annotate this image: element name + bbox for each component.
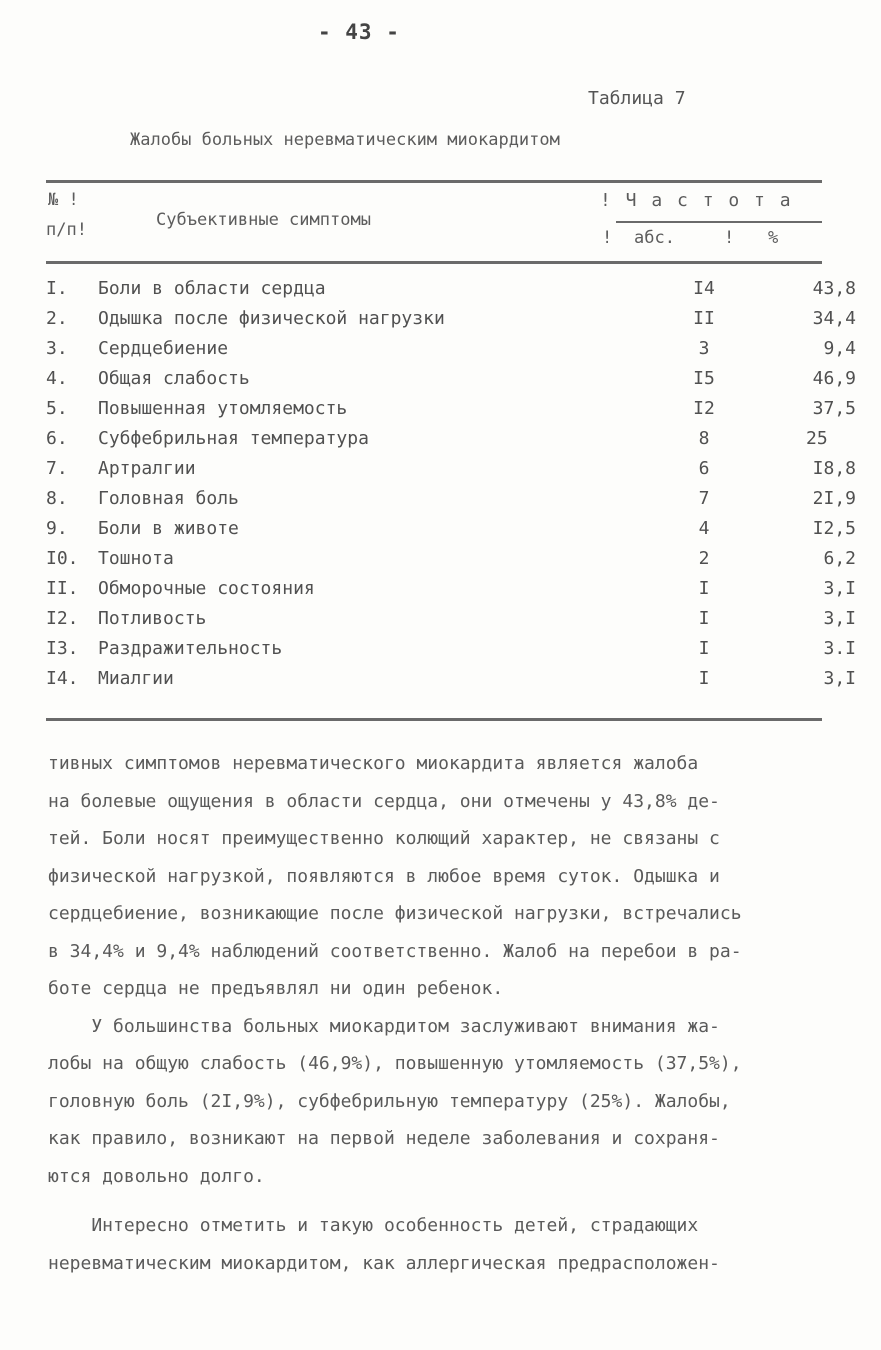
row-abs: I [698,638,710,659]
table-top-rule [46,180,822,183]
table-bottom-rule [46,718,822,721]
body-line: боте сердца не предъявлял ни один ребенок. [48,978,504,999]
row-number: 8. [46,488,68,509]
row-number: I2. [46,608,79,629]
table-row [46,368,856,398]
row-abs: 8 [698,428,710,449]
header-sub-rule [616,221,822,223]
body-line: головную боль (2I,9%), субфебрильную температуру (25%). Жалобы, [48,1090,731,1112]
row-pct: 3,I [823,608,856,629]
header-pct-sep: ! [724,228,735,248]
body-line: сердцебиение, возникающие после физической нагрузки, встречались [48,903,742,924]
row-pct: 46,9 [812,368,856,389]
row-symptom: Общая слабость [98,368,250,389]
header-abs: абс. [634,228,675,248]
table-row [46,398,856,428]
row-abs: 3 [698,338,710,359]
table-row [46,608,856,638]
row-pct: 43,8 [812,278,856,299]
row-number: 9. [46,518,68,539]
body-line: в 34,4% и 9,4% наблюдений соответственно. Жалоб на перебои в ра- [48,940,742,962]
body-line: тей. Боли носят преимущественно колющий характер, не связаны с [48,828,720,849]
body-text [48,745,848,1282]
table-row [46,668,856,698]
table-label: Таблица 7 [588,88,686,109]
row-number: II. [46,578,79,599]
row-pct: 3.I [823,638,856,659]
row-abs: 4 [698,518,710,539]
table-row [46,548,856,578]
row-abs: I2 [693,398,715,419]
row-pct: I8,8 [812,458,856,479]
header-num-top: № ! [48,190,79,210]
row-symptom: Тошнота [98,548,174,569]
row-abs: I [698,668,710,689]
row-pct: 34,4 [812,308,856,329]
header-symptoms: Субъективные симптомы [156,210,371,230]
row-symptom: Головная боль [98,488,239,509]
row-abs: II [693,308,715,329]
row-symptom: Обморочные состояния [98,578,315,599]
row-number: 6. [46,428,68,449]
page-number: - 43 - [318,20,400,44]
row-number: 7. [46,458,68,479]
table-row [46,278,856,308]
row-abs: I4 [693,278,715,299]
row-pct: 3,I [823,668,856,689]
row-number: I3. [46,638,79,659]
row-pct: 37,5 [812,398,856,419]
body-line: физической нагрузкой, появляются в любое время суток. Одышка и [48,865,720,887]
header-bottom-rule [46,261,822,264]
header-frequency: ! Ч а с т о т а [600,190,793,211]
row-number: 4. [46,368,68,389]
row-symptom: Раздражительность [98,638,283,659]
row-number: 3. [46,338,68,359]
body-line: неревматическим миокардитом, как аллергическая предрасположен- [48,1252,720,1274]
row-pct: 3,I [823,578,856,599]
row-pct: I2,5 [812,518,856,539]
row-abs: I5 [693,368,715,389]
row-number: 2. [46,308,68,329]
body-line: на болевые ощущения в области сердца, они отмечены у 43,8% де- [48,790,720,812]
row-pct: 25 [806,428,828,449]
header-pct: % [768,228,779,248]
table-row [46,308,856,338]
row-symptom: Боли в области сердца [98,278,326,299]
row-symptom: Боли в животе [98,518,239,539]
row-symptom: Артралгии [98,458,196,479]
row-symptom: Субфебрильная температура [98,428,369,449]
header-num-bottom: п/п! [46,220,87,240]
table-row [46,518,856,548]
table-row [46,428,836,458]
row-pct: 9,4 [823,338,856,359]
row-abs: 2 [698,548,710,569]
table-title: Жалобы больных неревматическим миокардитом [130,130,560,150]
body-line: Интересно отметить и такую особенность детей, страдающих [48,1215,699,1236]
row-symptom: Повышенная утомляемость [98,398,348,419]
row-symptom: Одышка после физической нагрузки [98,308,445,329]
row-pct: 2I,9 [812,488,856,509]
row-abs: 7 [698,488,710,509]
row-symptom: Потливость [98,608,207,629]
row-number: I0. [46,548,79,569]
row-number: I. [46,278,68,299]
table-row [46,338,856,368]
header-abs-sep: ! [602,228,613,248]
body-line: как правило, возникают на первой неделе заболевания и сохраня- [48,1128,720,1149]
body-line: тивных симптомов неревматического миокардита является жалоба [48,753,699,774]
body-line: У большинства больных миокардитом заслуживают внимания жа- [48,1015,720,1037]
table-row [46,458,856,488]
row-abs: I [698,608,710,629]
body-line: лобы на общую слабость (46,9%), повышенную утомляемость (37,5%), [48,1053,742,1074]
row-number: I4. [46,668,79,689]
table-row [46,638,856,668]
table-row [46,488,856,518]
row-pct: 6,2 [823,548,856,569]
row-abs: 6 [698,458,710,479]
table-row [46,578,856,608]
row-symptom: Сердцебиение [98,338,229,359]
row-symptom: Миалгии [98,668,174,689]
row-number: 5. [46,398,68,419]
row-abs: I [698,578,710,599]
body-line: ются довольно долго. [48,1165,265,1187]
